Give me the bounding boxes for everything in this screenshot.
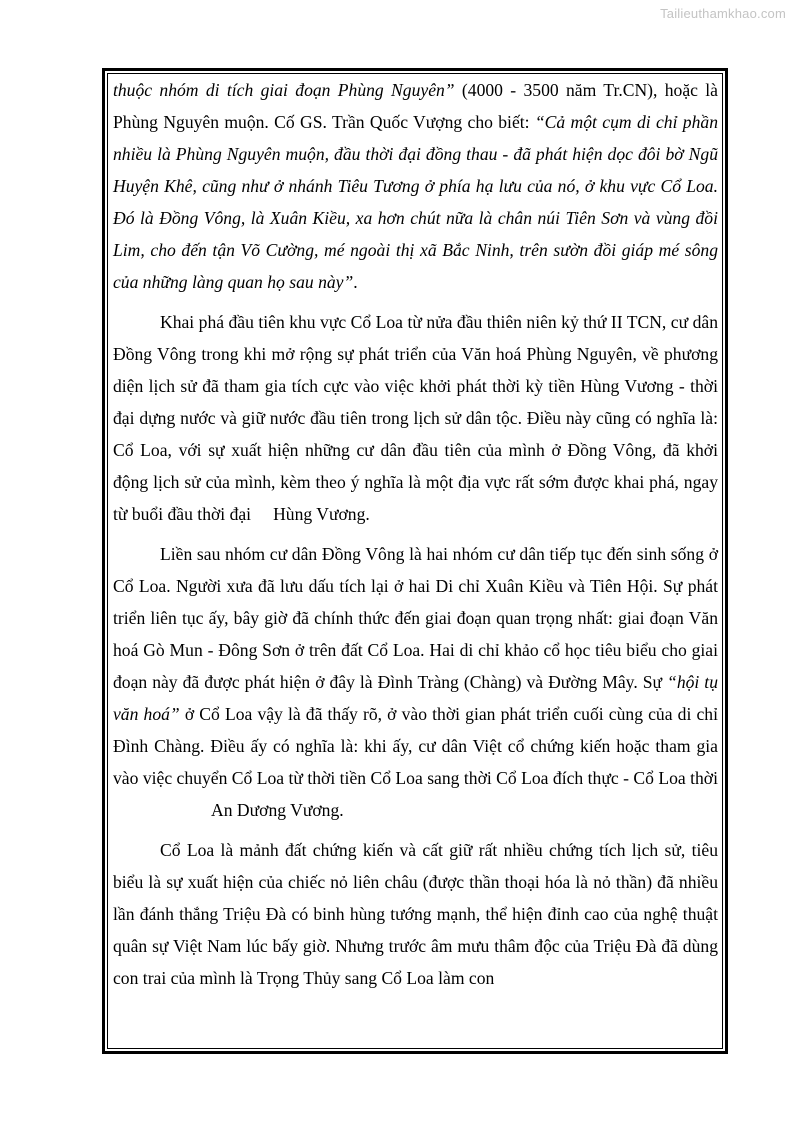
text-run: An Dương Vương. <box>211 800 344 820</box>
paragraph-4 <box>113 834 718 994</box>
text-run: ở Cổ Loa vậy là đã thấy rõ, ở vào thời gian phát triển cuối cùng của di chỉ Đình Chàng. Điều ấy có nghĩa là: khi ấy, cư dân Việt cổ chứng kiến hoặc tham gia vào việc chuyển Cổ Loa từ thời tiền Cổ Loa sang thời Cổ Loa đích thực - Cổ Loa thời <box>113 704 718 788</box>
text-run: Khai phá đầu tiên khu vực Cổ Loa từ nửa đầu thiên niên kỷ thứ II TCN, cư dân Đồng Vông trong khi mở rộng sự phát triển của Văn hoá Phùng Nguyên, về phương diện lịch sử đã tham gia tích cực vào việc khởi phát thời kỳ tiền Hùng Vương - thời đại dựng nước và giữ nước đầu tiên trong lịch sử dân tộc. Điều này cũng có nghĩa là: Cổ Loa, với sự xuất hiện những cư dân đầu tiên của mình ở Đồng Vông, đã khởi động lịch sử của mình, kèm theo ý nghĩa là một địa vực rất sớm được khai phá, ngay từ buổi đầu thời đại <box>113 312 718 524</box>
text-run: Hùng Vương. <box>273 504 370 524</box>
text-run: (4000 - 3500 năm Tr.CN), hoặc là Phùng Nguyên muộn. Cố GS. Trần Quốc Vượng cho biết: <box>113 80 718 132</box>
text-run: Liền sau nhóm cư dân Đồng Vông là hai nhóm cư dân tiếp tục đến sinh sống ở Cổ Loa. Người xưa đã lưu dấu tích lại ở hai Di chỉ Xuân Kiều và Tiên Hội. Sự phát triển liên tục ấy, bây giờ đã chính thức đến giai đoạn quan trọng nhất: giai đoạn Văn hoá Gò Mun - Đông Sơn ở trên đất Cổ Loa. Hai di chỉ khảo cổ học tiêu biểu cho giai đoạn này đã được phát hiện ở đây là Đình Tràng (Chàng) và Đường Mây. Sự <box>113 544 718 692</box>
italic-quote: “hội tụ văn hoá” <box>113 672 718 724</box>
document-body <box>113 74 718 994</box>
paragraph-3 <box>113 538 718 826</box>
paragraph-1 <box>113 74 718 298</box>
text-run: Cổ Loa là mảnh đất chứng kiến và cất giữ rất nhiều chứng tích lịch sử, tiêu biểu là sự xuất hiện của chiếc nỏ liên châu (được thần thoại hóa là nỏ thần) đã nhiều lần đánh thắng Triệu Đà có binh hùng tướng mạnh, thể hiện đỉnh cao của nghệ thuật quân sự Việt Nam lúc bấy giờ. Nhưng trước âm mưu thâm độc của Triệu Đà đã dùng con trai của mình là Trọng Thủy sang Cổ Loa làm con <box>113 840 718 988</box>
paragraph-2 <box>113 306 718 530</box>
italic-quote: “Cả một cụm di chỉ phần nhiều là Phùng Nguyên muộn, đầu thời đại đồng thau - đã phát hiện dọc đôi bờ Ngũ Huyện Khê, cũng như ở nhánh Tiêu Tương ở phía hạ lưu của nó, ở khu vực Cổ Loa. Đó là Đồng Vông, là Xuân Kiều, xa hơn chút nữa là chân núi Tiên Sơn và vùng đồi Lim, cho đến tận Võ Cường, mé ngoài thị xã Bắc Ninh, trên sườn đồi giáp mé sông của những làng quan họ sau này” <box>113 112 718 292</box>
italic-quote: thuộc nhóm di tích giai đoạn Phùng Nguyên” <box>113 80 455 100</box>
watermark: Tailieuthamkhao.com <box>660 6 786 21</box>
text-run: . <box>353 272 358 292</box>
